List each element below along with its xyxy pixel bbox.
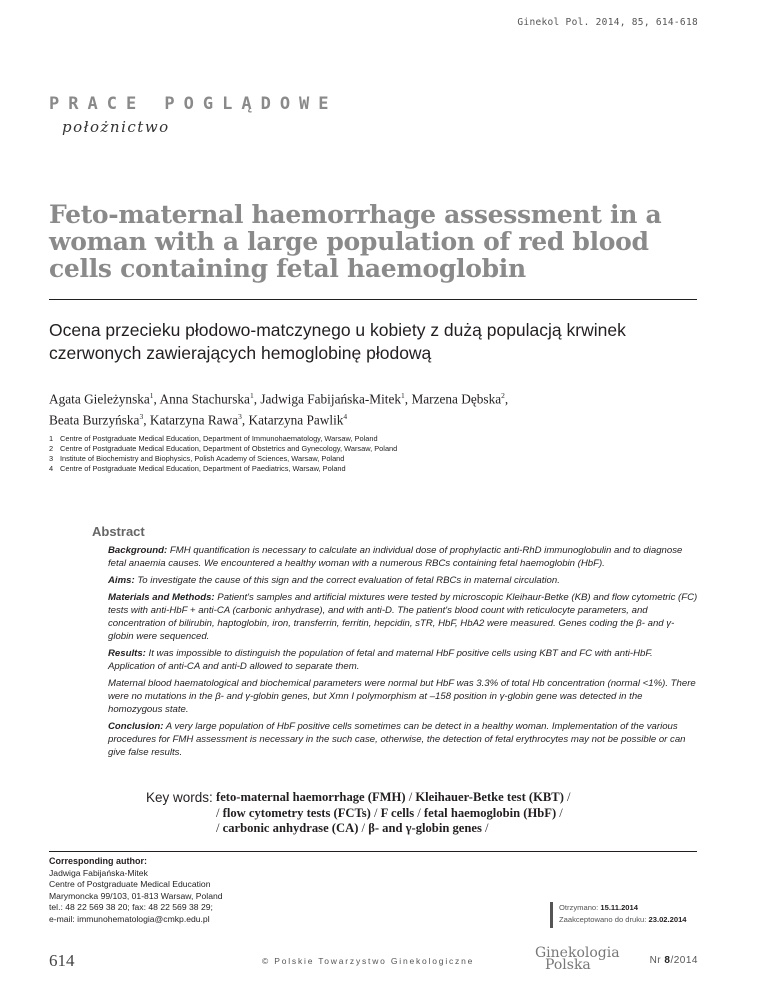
abstract-label: Background:	[108, 545, 168, 556]
author-affiliation: 2	[501, 391, 505, 400]
received-dates	[559, 902, 687, 926]
abstract-text: FMH quantification is necessary to calculate an individual dose of prophylactic anti-RhD immunoglobulin and to diagnose fetal anaemia causes. We encountered a healthy woman with a numerous RBCs containing fetal haemoglobin (HbF).	[108, 545, 683, 570]
author-affiliation: 1	[249, 391, 254, 400]
accepted-date: 23.02.2014	[648, 915, 687, 924]
affiliation-number: 4	[49, 464, 54, 474]
affiliation-item	[49, 464, 397, 474]
corresponding-line: Centre of Postgraduate Medical Education	[49, 879, 211, 890]
affiliation-text: Centre of Postgraduate Medical Education, Department of Obstetrics and Gynecology, Warsaw, Poland	[60, 444, 398, 454]
abstract-label: Materials and Methods:	[108, 591, 215, 603]
author-separator: ,	[504, 391, 509, 407]
affiliation-number: 3	[49, 454, 54, 464]
received-marker	[550, 902, 553, 928]
abstract-background	[108, 544, 698, 570]
affiliation-item	[49, 444, 397, 454]
page-number: 614	[49, 951, 75, 970]
issue-value: 8	[664, 955, 671, 966]
keyword: feto-maternal haemorrhage (FMH)	[216, 790, 406, 804]
author-separator: ,	[253, 391, 261, 407]
author-affiliation: 3	[238, 412, 242, 422]
author-name: Agata Gieleżynska	[49, 391, 150, 407]
abstract-conclusion	[108, 720, 698, 760]
corresponding-line: tel.: 48 22 569 38 20; fax: 48 22 569 38 29;	[49, 902, 213, 913]
author-separator: ,	[241, 412, 249, 428]
affiliation-text: Centre of Postgraduate Medical Education, Department of Immunohaematology, Warsaw, Poland	[60, 434, 378, 443]
author-name: Marzena Dębska	[411, 391, 502, 407]
affiliation-text: Institute of Biochemistry and Biophysics, Polish Academy of Sciences, Warsaw, Poland	[60, 454, 345, 464]
article-title: Feto-maternal haemorrhage assessment in a woman with a large population of red blood cells containing fetal haemoglobin	[49, 200, 662, 283]
divider	[49, 299, 697, 300]
journal-logo	[535, 947, 620, 971]
keyword: fetal haemoglobin (HbF)	[423, 805, 557, 820]
author-affiliation: 3	[139, 412, 144, 422]
received-label: Otrzymano:	[559, 903, 599, 912]
journal-reference: Ginekol Pol. 2014, 85, 614-618	[517, 17, 698, 28]
keyword: carbonic anhydrase (CA)	[222, 821, 359, 836]
corresponding-line: Jadwiga Fabijańska-Mitek	[49, 867, 148, 878]
article-subtitle: Ocena przecieku płodowo-matczynego u kobiety z dużą populacją krwinek czerwonych zawierających hemoglobinę płodową	[49, 320, 626, 363]
keyword: β- and γ-globin genes	[368, 821, 482, 836]
author-affiliation: 1	[401, 391, 405, 400]
received-date: 15.11.2014	[600, 903, 638, 912]
affiliation-item	[49, 454, 397, 464]
author-name: Katarzyna Pawlik	[248, 412, 344, 428]
society-copyright: © Polskie Towarzystwo Ginekologiczne	[262, 956, 475, 966]
abstract-label: Results:	[108, 647, 146, 659]
author-affiliation: 1	[149, 391, 154, 400]
divider	[49, 851, 697, 852]
abstract-text: A very large population of HbF positive cells sometimes can be detect in a healthy woman. Implementation of the various procedures for FMH assessment is necessary in the such case, otherwise, the detection of fetal erythrocytes may not be possible or can give false results.	[108, 720, 686, 759]
abstract-text: Patient's samples and artificial mixtures were tested by microscopic Kleihaur-Betke (KB) and flow cytometric (FC) tests with anti-HbF + anti-CA (carbonic anhydrase), and with anti-D. The patient's blood count with reticulocyte parameters, and concentration of bilirubin, haptoglobin, iron, transferrin, ferritin, hepcidin, sTR, HbF, HbA2 were measured. Genes coding the β- and γ-globin were sequenced.	[108, 591, 698, 643]
author-separator: ,	[143, 412, 150, 428]
accepted-label: Zaakceptowano do druku:	[559, 915, 647, 924]
logo-line: Ginekologia	[535, 945, 620, 961]
abstract-results	[108, 647, 698, 673]
affiliation-list	[49, 434, 397, 474]
keyword: F cells	[380, 805, 415, 820]
author-separator: ,	[153, 391, 160, 407]
issue-prefix: Nr	[649, 955, 665, 966]
issue-year: /2014	[670, 955, 698, 966]
subsection-label: położnictwo	[62, 118, 170, 136]
author-separator: ,	[404, 391, 412, 407]
author-list	[49, 387, 699, 430]
keyword: Kleihauer-Betke test (KBT)	[415, 790, 564, 804]
affiliation-number: 2	[49, 444, 54, 454]
corresponding-email[interactable]: e-mail: immunohematologia@cmkp.edu.pl	[49, 913, 210, 924]
author-affiliation: 4	[343, 412, 348, 422]
abstract-results-continued	[108, 677, 698, 717]
affiliation-text: Centre of Postgraduate Medical Education, Department of Paediatrics, Warsaw, Poland	[60, 464, 346, 474]
abstract-methods	[108, 591, 698, 644]
corresponding-heading: Corresponding author:	[49, 856, 147, 866]
affiliation-number: 1	[49, 434, 54, 443]
abstract-text: To investigate the cause of this sign and the correct evaluation of fetal RBCs in maternal circulation.	[137, 574, 560, 586]
section-label: PRACE POGLĄDOWE	[49, 94, 338, 114]
logo-line: Polska	[545, 957, 591, 973]
keywords-label: Key words:	[146, 790, 213, 805]
keyword: flow cytometry tests (FCTs)	[222, 805, 371, 820]
abstract-label: Conclusion:	[108, 720, 164, 732]
keywords-list: feto-maternal haemorrhage (FMH) / Kleihauer-Betke test (KBT) / / flow cytometry tests (FCTs) / F cells / fetal haemoglobin (HbF) / / carbonic anhydrase (CA) / β- and γ-globin genes /	[216, 790, 571, 836]
affiliation-item	[49, 434, 397, 444]
abstract-aims	[108, 574, 698, 587]
abstract-body	[108, 544, 698, 763]
issue-number	[650, 955, 698, 966]
abstract-text: Maternal blood haematological and biochemical parameters were normal but HbF was 3.3% of total Hb concentration (normal <1%). There were no mutations in the β- and γ-globin genes, but Xmn I polymorphism at –158 position in γ-globin gene was detected in the homozygous state.	[108, 677, 696, 716]
abstract-label: Aims:	[108, 574, 135, 586]
abstract-text: It was impossible to distinguish the population of fetal and maternal HbF positive cells using KBT and FC with anti-HbF. Application of anti-CA and anti-D allowed to separate them.	[108, 647, 653, 673]
abstract-heading: Abstract	[92, 524, 145, 539]
corresponding-author	[49, 856, 223, 926]
corresponding-line: Marymoncka 99/103, 01-813 Warsaw, Poland	[49, 890, 223, 901]
author-name: Beata Burzyńska	[49, 412, 140, 428]
author-name: Jadwiga Fabijańska-Mitek	[260, 391, 402, 407]
author-name: Anna Stachurska	[159, 391, 250, 407]
author-name: Katarzyna Rawa	[149, 412, 239, 428]
